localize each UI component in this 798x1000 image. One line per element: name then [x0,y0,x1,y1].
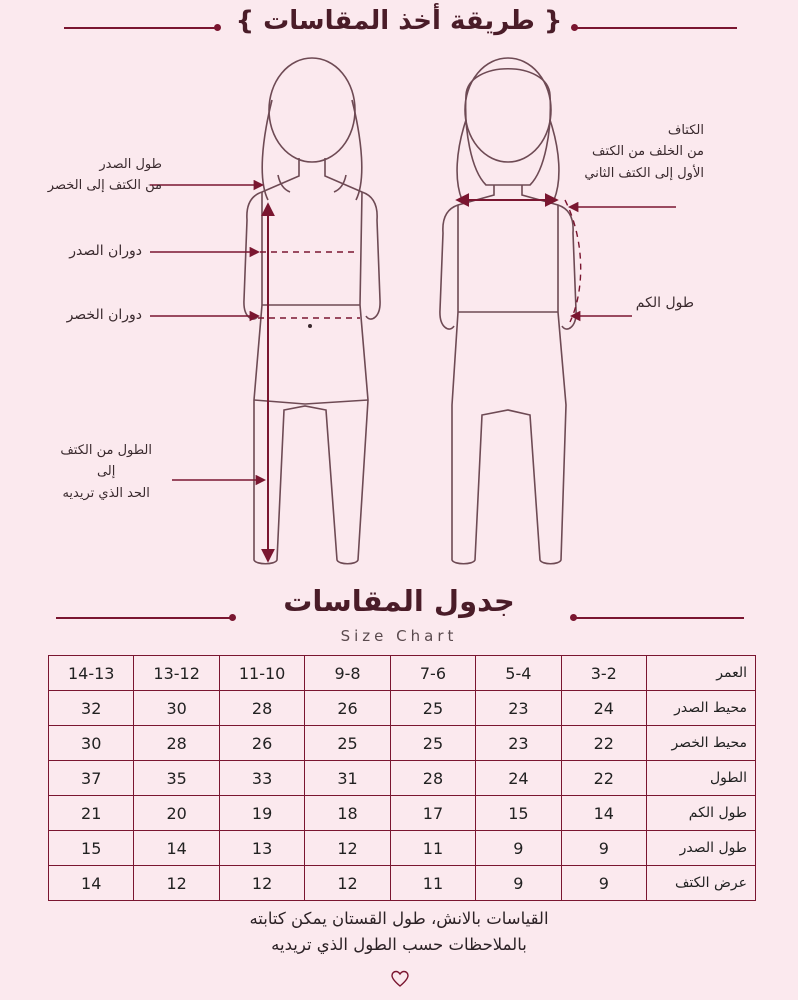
label-shoulders [584,120,704,184]
label-chest-length-line2: من الكتف إلى الخصر [47,178,162,194]
row-label: عرض الكتف [647,866,756,901]
table-row [49,831,756,866]
table-cell: 35 [134,761,219,796]
row-label: طول الصدر [647,831,756,866]
heart-icon [390,969,410,989]
label-total-length-line3: الحد الذي تريديه [62,485,150,501]
footer-line2: بالملاحظات حسب الطول الذي تريديه [271,934,527,954]
label-total-length-line1: الطول من الكتف [60,443,152,458]
footer-note [0,906,798,957]
front-figure [244,58,380,564]
table-cell: 28 [219,691,304,726]
label-chest-length [48,154,162,197]
page-title: { طريقة أخذ المقاسات } [235,6,563,36]
table-cell: 13-12 [134,656,219,691]
table-cell: 12 [219,866,304,901]
label-sleeve-length: طول الكم [635,295,694,311]
table-cell: 14-13 [49,656,134,691]
table-cell: 24 [476,761,561,796]
label-shoulders-line3: الأول إلى الكتف الثاني [584,165,704,181]
label-shoulders-line1: الكتاف [667,123,704,138]
back-figure [440,58,576,564]
row-label: طول الكم [647,796,756,831]
table-cell: 14 [134,831,219,866]
table-cell: 12 [134,866,219,901]
row-label: العمر [647,656,756,691]
row-label: محيط الخصر [647,726,756,761]
table-cell: 9 [561,866,646,901]
table-cell: 14 [49,866,134,901]
table-cell: 13 [219,831,304,866]
table-cell: 12 [305,866,390,901]
table-cell: 28 [390,761,475,796]
table-cell: 9 [561,831,646,866]
label-waist-circumference: دوران الخصر [66,307,142,323]
label-total-length [60,440,152,504]
table-cell: 21 [49,796,134,831]
table-cell: 9 [476,831,561,866]
table-cell: 9-8 [305,656,390,691]
table-cell: 28 [134,726,219,761]
table-cell: 23 [476,691,561,726]
table-cell: 30 [49,726,134,761]
table-row [49,761,756,796]
table-cell: 11-10 [219,656,304,691]
sleeve-length-line [565,200,581,322]
table-cell: 25 [305,726,390,761]
chart-subtitle: Size Chart [340,627,458,645]
row-label: محيط الصدر [647,691,756,726]
table-cell: 15 [476,796,561,831]
table-row [49,656,756,691]
table-cell: 32 [49,691,134,726]
table-row [49,866,756,901]
table-cell: 20 [134,796,219,831]
table-cell: 17 [390,796,475,831]
table-cell: 37 [49,761,134,796]
row-label: الطول [647,761,756,796]
table-cell: 12 [305,831,390,866]
footer-line1: القياسات بالانش، طول القستان يمكن كتابته [249,909,549,928]
label-total-length-line2: إلى [96,464,116,480]
table-row [49,796,756,831]
chart-title: جدول المقاسات [283,584,515,618]
label-chest-circumference: دوران الصدر [69,243,142,259]
table-cell: 15 [49,831,134,866]
table-cell: 14 [561,796,646,831]
table-cell: 25 [390,726,475,761]
table-cell: 3-2 [561,656,646,691]
table-row [49,691,756,726]
table-cell: 25 [390,691,475,726]
table-cell: 30 [134,691,219,726]
table-row [49,726,756,761]
table-cell: 24 [561,691,646,726]
table-cell: 26 [219,726,304,761]
label-shoulders-line2: من الخلف من الكتف [592,144,704,160]
table-cell: 9 [476,866,561,901]
label-chest-length-line1: طول الصدر [99,157,162,172]
table-cell: 11 [390,831,475,866]
size-table [48,655,756,901]
table-cell: 33 [219,761,304,796]
table-cell: 5-4 [476,656,561,691]
table-cell: 18 [305,796,390,831]
table-cell: 22 [561,761,646,796]
table-cell: 11 [390,866,475,901]
table-cell: 26 [305,691,390,726]
table-cell: 31 [305,761,390,796]
table-cell: 22 [561,726,646,761]
table-cell: 19 [219,796,304,831]
table-cell: 23 [476,726,561,761]
table-cell: 7-6 [390,656,475,691]
